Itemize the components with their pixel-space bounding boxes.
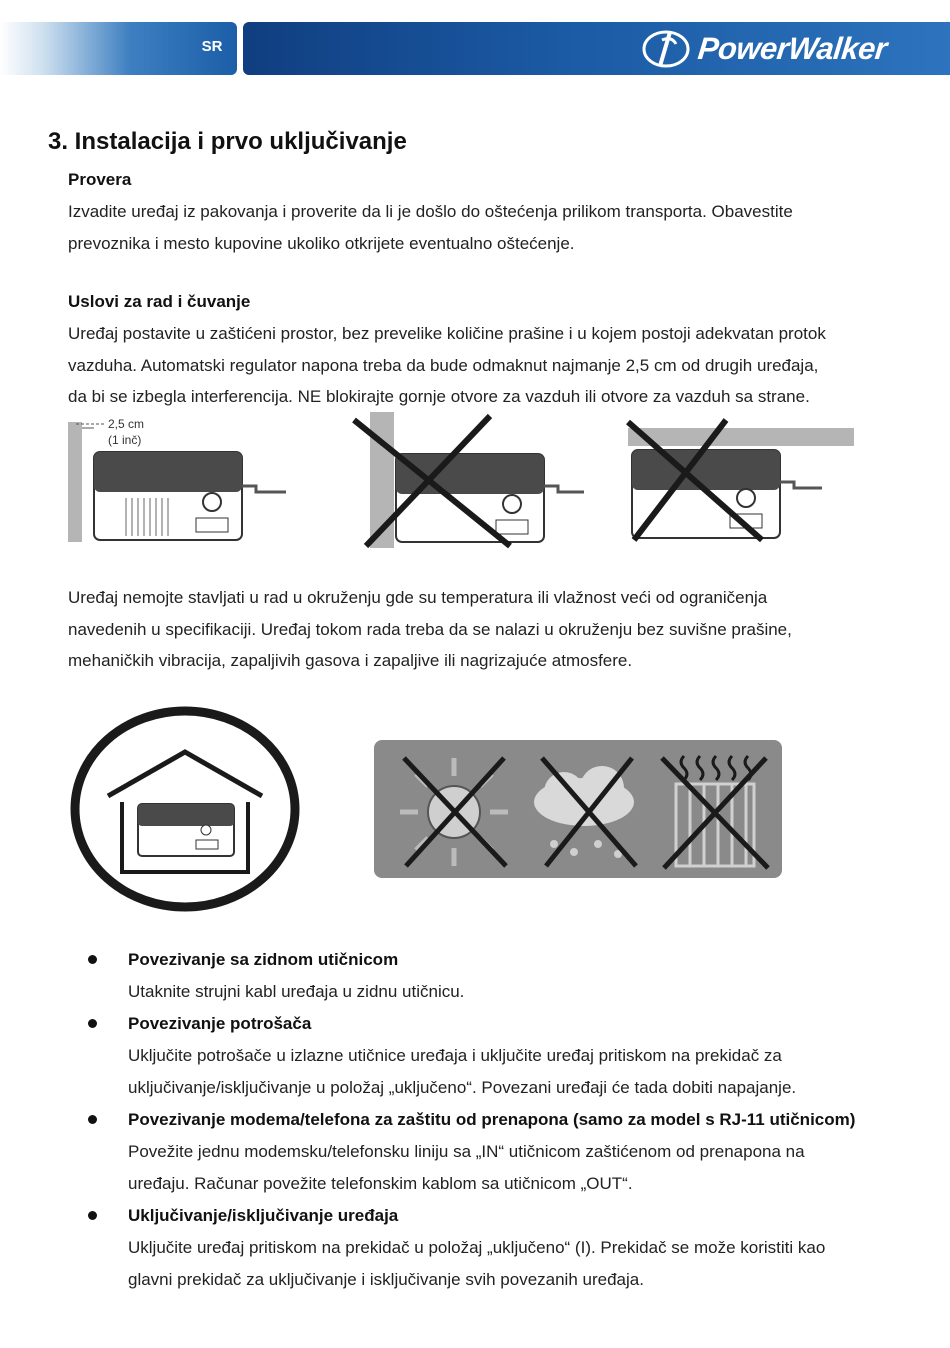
brand-logo [640, 28, 887, 70]
clearance-top-blocked-illustration [622, 416, 862, 546]
clearance-label: 2,5 cm [108, 417, 145, 431]
text-line: Uređaj postavite u zaštićeni prostor, bez prevelike količine prašine i u kojem postoji adekvatan protok [68, 324, 826, 343]
prohibited-conditions-panel [374, 740, 784, 880]
text-line: prevoznika i mesto kupovine ukoliko otkrijete eventualno oštećenje. [68, 233, 575, 253]
text-line: da bi se izbegla interferencija. NE blokirajte gornje otvore za vazduh ili otvore za vazduh sa strane. [68, 387, 810, 406]
text-line: navedenih u specifikaciji. Uređaj tokom rada treba da se nalazi u okruženju bez suvišne prašine, [68, 619, 792, 639]
step-heading: Povezivanje modema/telefona za zaštitu od prenapona (samo za model s RJ-11 utičnicom) [128, 1110, 856, 1129]
text-line: Uređaj nemojte stavljati u rad u okruženju gde su temperatura ili vlažnost veći od ograničenja [68, 588, 768, 607]
text-line: vazduha. Automatski regulator napona treba da bude odmaknut najmanje 2,5 cm od drugih uređaja, [68, 355, 819, 375]
brand-name: PowerWalker [696, 31, 889, 66]
steps-list [88, 944, 918, 1296]
section-title: 3. Instalacija i prvo uključivanje [48, 128, 407, 155]
text-line: Utaknite strujni kabl uređaja u zidnu utičnicu. [128, 982, 465, 1001]
text-line: Uključite potrošače u izlazne utičnice uređaja i uključite uređaj pritiskom na prekidač za [128, 1046, 782, 1065]
list-item [88, 1200, 918, 1296]
text-line: uređaju. Računar povežite telefonskim kablom sa utičnicom „OUT“. [128, 1174, 633, 1193]
language-code: SR [201, 38, 223, 55]
bullet-icon [88, 1019, 97, 1028]
text-line: Povežite jednu modemsku/telefonsku liniju sa „IN“ utičnicom zaštićenom od prenapona na [128, 1142, 805, 1161]
text-line: uključivanje/isključivanje u položaj „uključeno“. Povezani uređaji će tada dobiti napajanje. [128, 1078, 797, 1097]
bullet-icon [88, 1211, 97, 1220]
bullet-icon [88, 1115, 97, 1124]
text-line: Izvadite uređaj iz pakovanja i proverite da li je došlo do oštećenja prilikom transporta. Obavestite [68, 202, 793, 221]
list-item [88, 1008, 918, 1104]
conditions-heading: Uslovi za rad i čuvanje [68, 292, 251, 311]
environment-text [68, 582, 908, 677]
text-line: glavni prekidač za uključivanje i isključivanje svih povezanih uređaja. [128, 1270, 644, 1289]
step-heading: Uključivanje/isključivanje uređaja [128, 1206, 399, 1225]
step-heading: Povezivanje sa zidnom utičnicom [128, 950, 399, 969]
clearance-wall-blocked-illustration [340, 406, 590, 550]
text-line: mehaničkih vibracija, zapaljivih gasova i zapaljive ili nagrizajuće atmosfere. [68, 651, 633, 670]
text-line: Uključite uređaj pritiskom na prekidač u položaj „uključeno“ (I). Prekidač se može koristiti kao [128, 1238, 826, 1257]
step-heading: Povezivanje potrošača [128, 1014, 312, 1033]
clearance-label-inch: (1 inč) [108, 433, 142, 447]
inspection-text [68, 196, 908, 259]
list-item [88, 1104, 918, 1200]
powerwalker-logo-icon [640, 28, 692, 70]
indoor-use-illustration [66, 704, 304, 914]
inspection-heading: Provera [68, 170, 132, 189]
sun-icon [400, 758, 508, 866]
clearance-correct-illustration [66, 414, 296, 550]
bullet-icon [88, 955, 97, 964]
list-item [88, 944, 918, 1008]
conditions-text [68, 318, 908, 413]
